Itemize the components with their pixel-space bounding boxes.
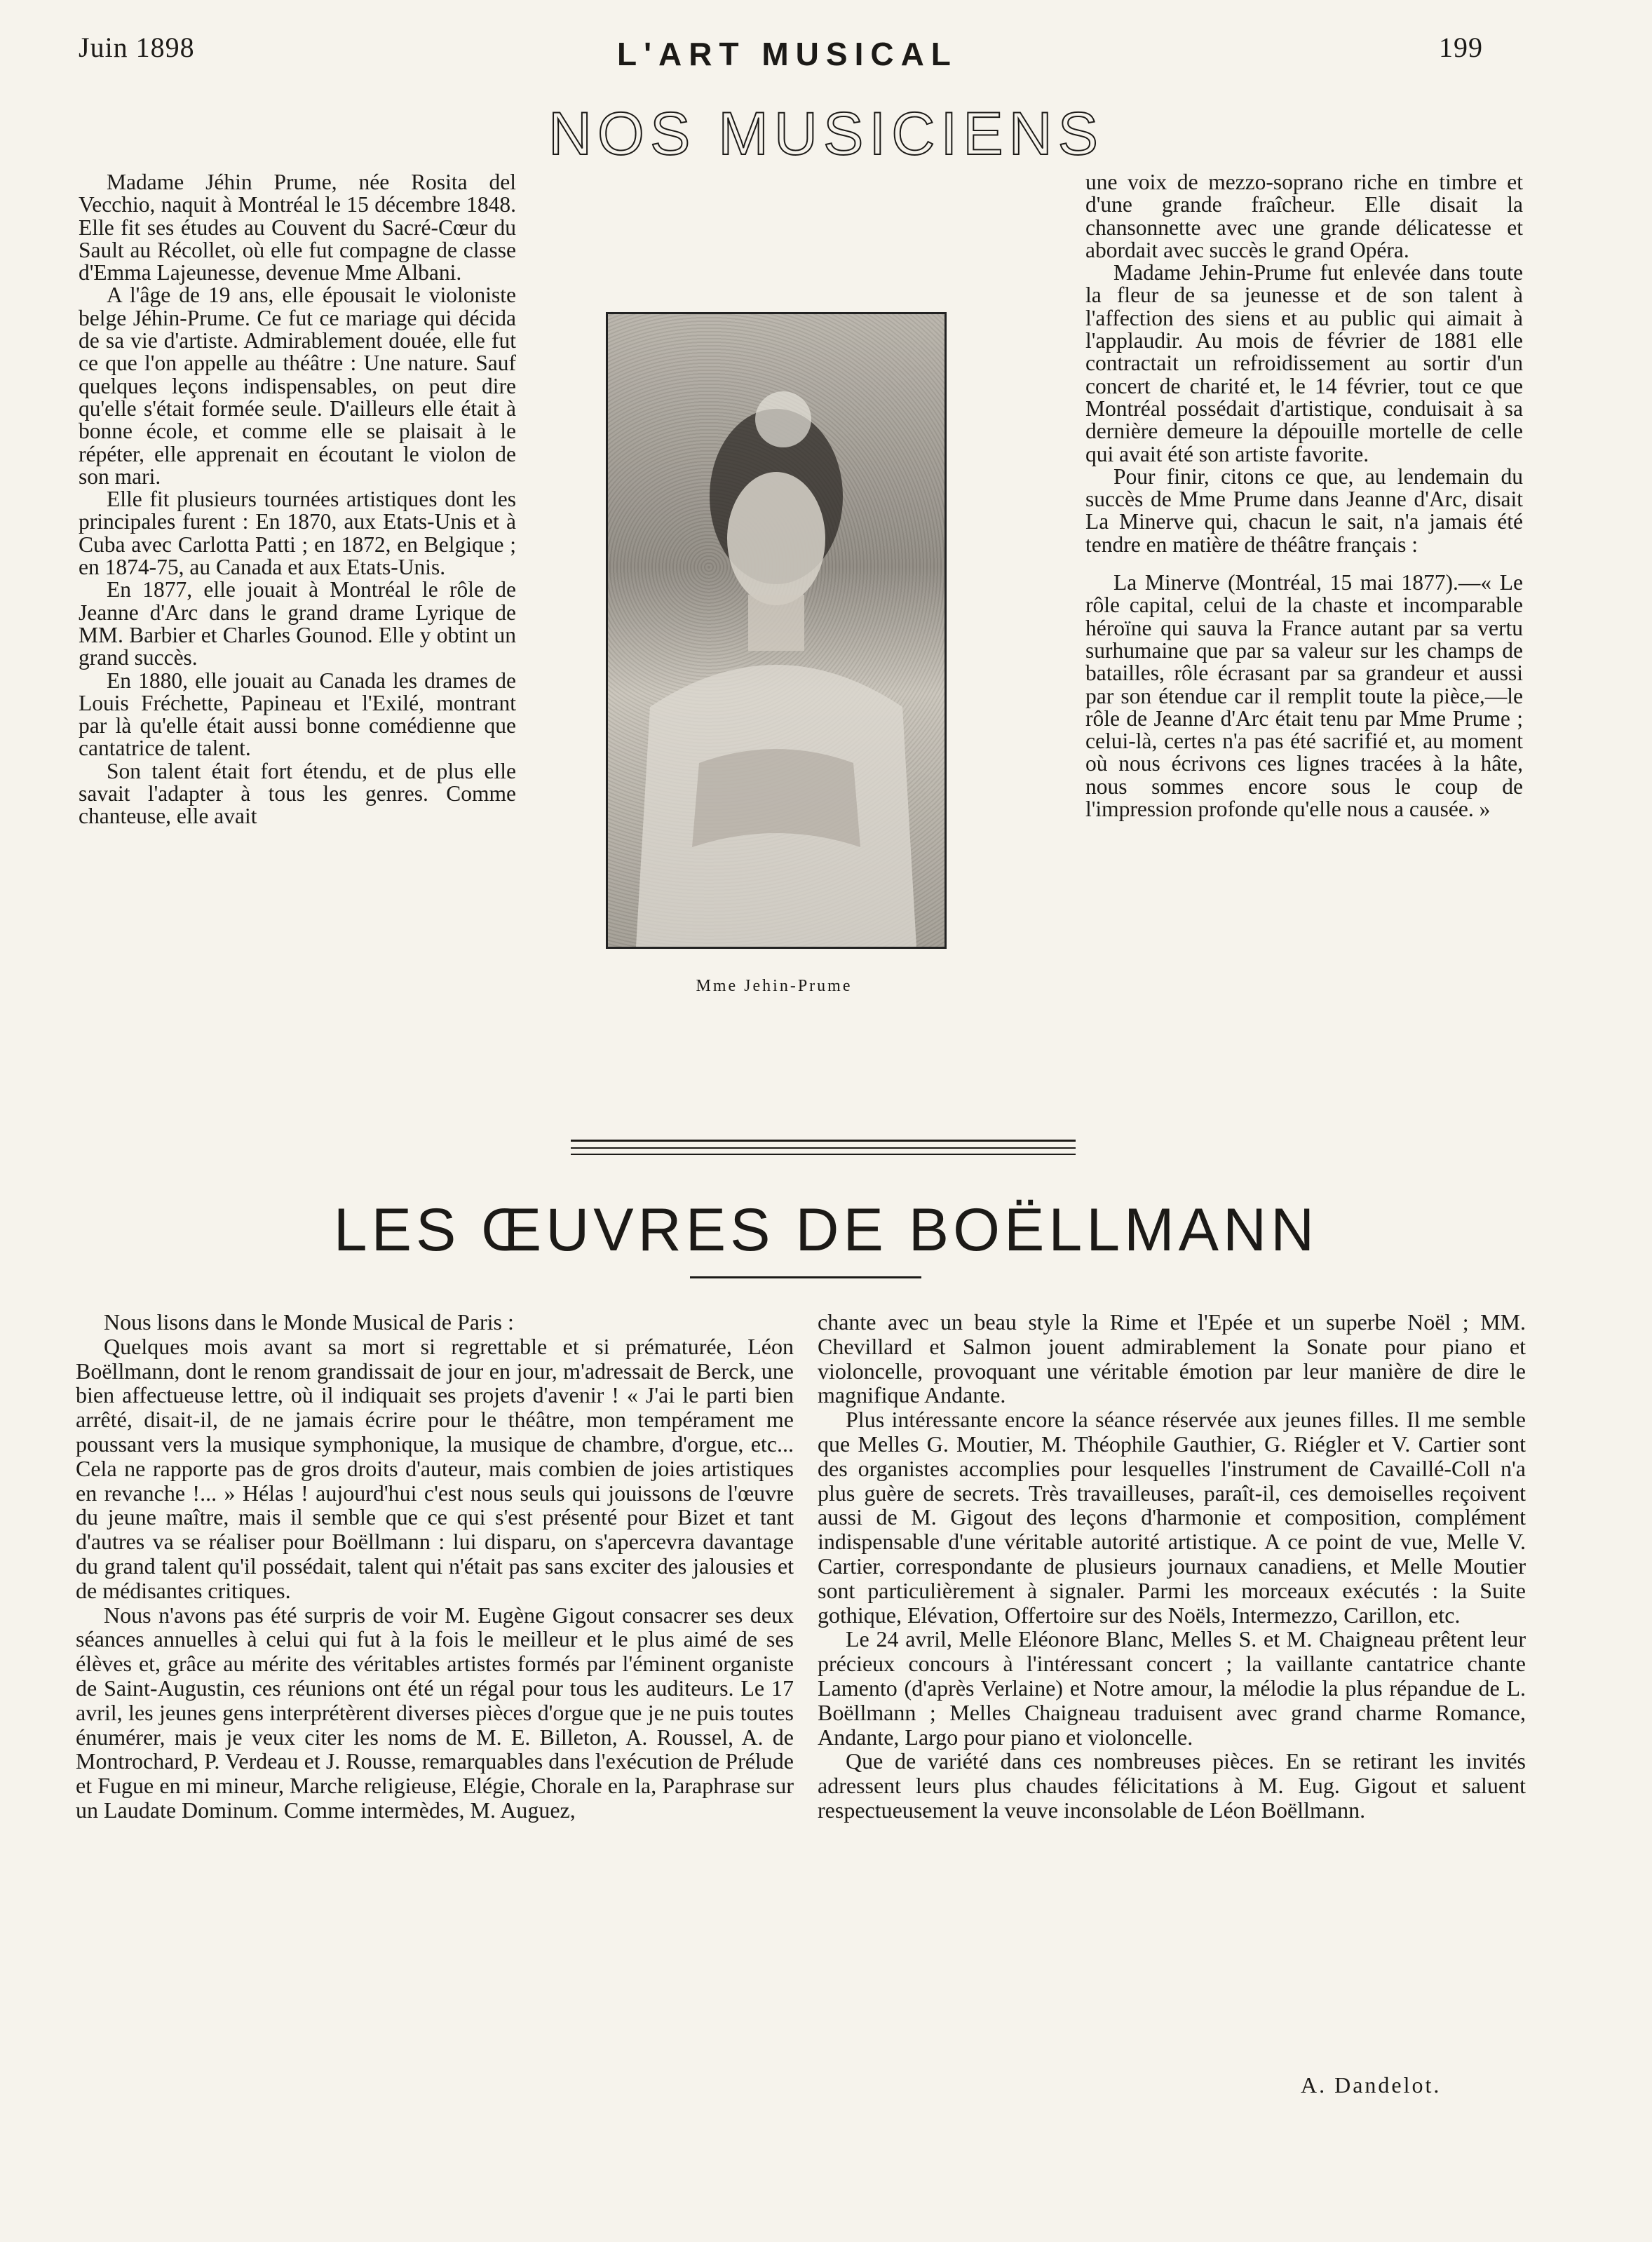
section1-right-column bbox=[1085, 171, 1523, 821]
divider-rule bbox=[571, 1147, 1076, 1149]
paragraph: Que de variété dans ces nombreuses pièces. En se retirant les invités adressent leurs plus chaudes félicitations à M. Eug. Gigout et saluent respectueusement la veuve inconsolable de Léon Boëllmann. bbox=[818, 1748, 1526, 1823]
masthead: L'ART MUSICAL bbox=[617, 36, 958, 72]
paragraph: Nous n'avons pas été surpris de voir M. Eugène Gigout consacrer ses deux séances annuelles à celui qui fut à la fois le meilleur et le plus aimé de ses élèves et, grâce au mérite des véritables artistes formés par l'éminent organiste de Saint-Augustin, ces réunions ont été un régal pour tous les auditeurs. Le 17 avril, les jeunes gens interprétèrent diverses pièces d'orgue que je ne puis toutes énumérer, mais je veux citer les noms de M. E. Billeton, A. Roussel, A. de Montrochard, P. Verdeau et J. Rousse, remarquables dans l'exécution de Prélude et Fugue en mi mineur, Marche religieuse, Elégie, Chorale en la, Paraphrase sur un Laudate Dominum. Comme intermèdes, M. Auguez, bbox=[76, 1602, 794, 1823]
paragraph: Nous lisons dans le Monde Musical de Paris : bbox=[104, 1309, 514, 1335]
section2-right-column bbox=[818, 1310, 1526, 1823]
portrait-photo bbox=[606, 312, 947, 949]
divider-rule bbox=[571, 1140, 1076, 1142]
paragraph: Quelques mois avant sa mort si regrettable et si prématurée, Léon Boëllmann, dont le renom grandissait de jour en jour, m'adressait de Berck, une bien affectueuse lettre, où il indiquait ses projets d'avenir ! « J'ai le parti bien arrêté, disait-il, de ne jamais écrire pour le théâtre, mon tempérament me poussant vers la musique symphonique, la musique de chambre, d'orgue, etc... Cela ne rapporte pas de gros droits d'auteur, mais combien de joies artistiques en revanche !... » Hélas ! aujourd'hui c'est nous seuls qui jouissons de l'œuvre du jeune maître, mais il semble que ce qui s'est présenté pour Bizet et tant d'autres va se réaliser pour Boëllmann : lui disparu, on s'apercevra davantage du grand talent qu'il possédait, talent qui n'était pas sans exciter des jalousies et de médisantes critiques. bbox=[76, 1333, 794, 1603]
paragraph: une voix de mezzo-soprano riche en timbre et d'une grande fraîcheur. Elle disait la chansonnette avec une grande délicatesse et abordait avec succès le grand Opéra. bbox=[1085, 170, 1523, 262]
section2-left-column bbox=[76, 1310, 794, 1823]
portrait-figure bbox=[608, 314, 945, 947]
paragraph: Son talent était fort étendu, et de plus elle savait l'adapter à tous les genres. Comme chanteuse, elle avait bbox=[79, 758, 516, 829]
paragraph: Plus intéressante encore la séance réservée aux jeunes filles. Il me semble que Melles G. Moutier, M. Théophile Gauthier, G. Riégler et V. Cartier sont des organistes accomplies pour lesquelles l'instrument de Cavaillé-Coll n'a plus guère de secrets. Très travailleuses, paraît-il, ces demoiselles reçoivent aussi de M. Gigout des leçons d'harmonie et composition, complément indispensable d'une véritable autorité artistique. A ce point de vue, Melle V. Cartier, correspondante de plusieurs journaux canadiens, et Melle Moutier sont particulièrement à signaler. Parmi les morceaux exécutés : la Suite gothique, Elévation, Offertoire sur des Noëls, Intermezzo, Carillon, etc. bbox=[818, 1407, 1526, 1628]
paragraph: Le 24 avril, Melle Eléonore Blanc, Melles S. et M. Chaigneau prêtent leur précieux concours à l'intéressant concert ; la vaillante cantatrice chante Lamento (d'après Verlaine) et Notre amour, la mélodie la plus répandue de L. Boëllmann ; Melles Chaigneau traduisent avec grand charme Romance, Andante, Largo pour piano et violoncelle. bbox=[818, 1626, 1526, 1750]
paragraph: Elle fit plusieurs tournées artistiques dont les principales furent : En 1870, aux Etats-Unis et à Cuba avec Carlotta Patti ; en 1872, en Belgique ; en 1874-75, au Canada et aux Etats-Unis. bbox=[79, 487, 516, 580]
section-title-boellmann: LES ŒUVRES DE BOËLLMANN bbox=[333, 1196, 1319, 1264]
paragraph: En 1877, elle jouait à Montréal le rôle de Jeanne d'Arc dans le grand drame Lyrique de MM. Barbier et Charles Gounod. Elle y obtint un grand succès. bbox=[79, 577, 516, 670]
section1-left-column bbox=[79, 171, 516, 828]
paragraph: chante avec un beau style la Rime et l'Epée et un superbe Noël ; MM. Chevillard et Salmon jouent admirablement la Sonate pour piano et violoncelle, provoquant une véritable émotion par leur manière de dire le magnifique Andante. bbox=[818, 1309, 1526, 1408]
issue-date: Juin 1898 bbox=[79, 32, 195, 63]
page-number: 199 bbox=[1439, 32, 1483, 63]
photo-caption: Mme Jehin-Prume bbox=[696, 977, 853, 995]
paragraph: Madame Jéhin Prume, née Rosita del Vecchio, naquit à Montréal le 15 décembre 1848. Elle fit ses études au Couvent du Sacré-Cœur du Sault au Récollet, où elle fut compagne de classe d'Emma Lajeunesse, devenue Mme Albani. bbox=[79, 170, 516, 285]
paragraph: En 1880, elle jouait au Canada les drames de Louis Fréchette, Papineau et l'Exilé, montrant par là qu'elle était aussi bonne comédienne que cantatrice de talent. bbox=[79, 668, 516, 761]
quote: La Minerve (Montréal, 15 mai 1877).—« Le rôle capital, celui de la chaste et incomparable héroïne qui sauva la France autant par sa vertu surhumaine que par sa valeur sur les champs de batailles, rôle écrasant par sa grandeur et aussi par son étendue car il remplit toute la pièce,—le rôle de Jeanne d'Arc était tenu par Mme Prume ; celui-là, certes n'a pas été sacrifié et, au moment où nous écrivons ces lignes tracées à la hâte, nous sommes encore sous le coup de l'impression profonde qu'elle nous a causée. » bbox=[1085, 570, 1523, 822]
paragraph: A l'âge de 19 ans, elle épousait le violoniste belge Jéhin-Prume. Ce fut ce mariage qui décida de sa vie d'artiste. Admirablement douée, elle fut ce que l'on appelle au théâtre : Une nature. Sauf quelques leçons indispensables, on peut dire qu'elle s'était formée seule. D'ailleurs elle était à bonne école, et comme elle se plaisait à le répéter, elle apprenait en écoutant le violon de son mari. bbox=[79, 283, 516, 489]
divider-rule bbox=[571, 1154, 1076, 1155]
title-underline bbox=[690, 1276, 921, 1278]
paragraph: Pour finir, citons ce que, au lendemain du succès de Mme Prume dans Jeanne d'Arc, disait La Minerve qui, chacun le sait, n'a jamais été tendre en matière de théâtre français : bbox=[1085, 464, 1523, 557]
paragraph: Madame Jehin-Prume fut enlevée dans toute la fleur de sa jeunesse et de son talent à l'affection des siens et au public qui aimait à l'applaudir. Au mois de février de 1881 elle contractait un refroidissement au sortir d'un concert de charité et, le 14 février, tout ce que Montréal possédait d'artistique, conduisait à sa dernière demeure la dépouille mortelle de celle qui avait été son artiste favorite. bbox=[1085, 260, 1523, 466]
signature: A. Dandelot. bbox=[1301, 2072, 1442, 2098]
section-title-nos-musiciens: NOS MUSICIENS bbox=[548, 100, 1104, 168]
